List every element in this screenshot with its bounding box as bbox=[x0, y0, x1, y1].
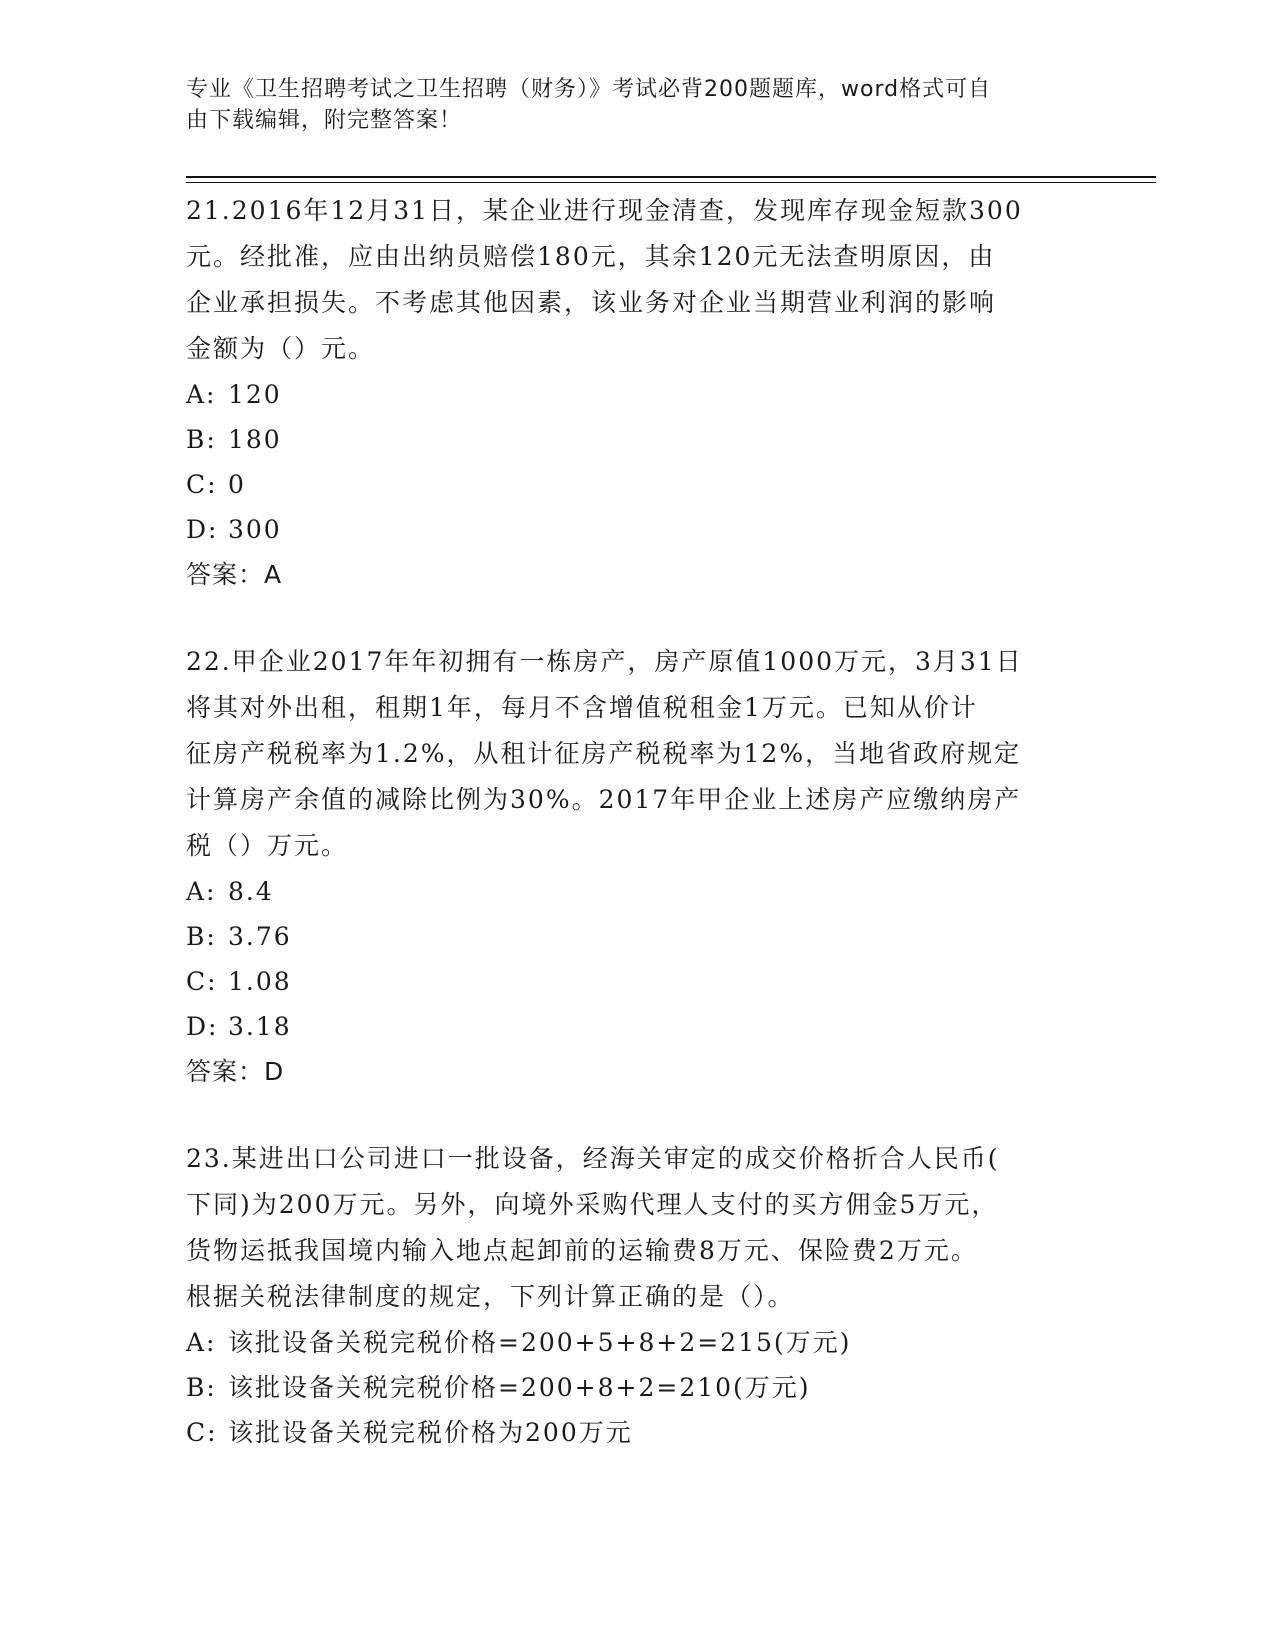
option-text: 300 bbox=[228, 515, 282, 544]
option-c bbox=[186, 1410, 1086, 1455]
question-stem-line bbox=[186, 188, 1086, 234]
document-header bbox=[186, 74, 1086, 136]
option-b bbox=[186, 1365, 1086, 1410]
option-text: 0 bbox=[228, 470, 246, 499]
option-text: 3.76 bbox=[228, 922, 292, 951]
question-22 bbox=[186, 639, 1086, 1095]
option-letter: B: bbox=[186, 1373, 217, 1402]
question-stem-line: 金额为（）元。 bbox=[186, 334, 376, 363]
answer-label: 答案：A bbox=[186, 560, 283, 589]
option-letter: D: bbox=[186, 1012, 219, 1041]
question-stem-line bbox=[186, 639, 1086, 685]
question-stem-line: 根据关税法律制度的规定，下列计算正确的是（）。 bbox=[186, 1282, 795, 1311]
option-b bbox=[186, 417, 1086, 462]
option-letter: D: bbox=[186, 515, 219, 544]
question-stem-line: 企业承担损失。不考虑其他因素，该业务对企业当期营业利润的影响 bbox=[186, 288, 997, 317]
option-letter: A: bbox=[186, 380, 217, 409]
header-line-2: 由下载编辑，附完整答案！ bbox=[186, 108, 463, 133]
option-c bbox=[186, 462, 1086, 507]
question-spacer bbox=[186, 1095, 1086, 1136]
answer-label: 答案：D bbox=[186, 1057, 285, 1086]
question-number: 22. bbox=[186, 647, 232, 676]
option-text: 120 bbox=[228, 380, 282, 409]
question-stem-line: 税（）万元。 bbox=[186, 831, 349, 860]
question-stem-text: 甲企业2017年年初拥有一栋房产，房产原值1000万元，3月31日 bbox=[231, 647, 1023, 676]
question-stem-line: 征房产税税率为1.2%，从租计征房产税税率为12%，当地省政府规定 bbox=[186, 739, 1022, 768]
option-d bbox=[186, 1004, 1086, 1049]
option-letter: B: bbox=[186, 425, 217, 454]
option-letter: A: bbox=[186, 1328, 217, 1357]
option-letter: B: bbox=[186, 922, 217, 951]
question-list bbox=[186, 188, 1086, 1455]
header-line-1: 专业《卫生招聘考试之卫生招聘（财务）》考试必背200题题库，word格式可自 bbox=[186, 77, 992, 102]
option-a bbox=[186, 869, 1086, 914]
header-divider-thin bbox=[186, 182, 1156, 183]
question-stem-line bbox=[186, 1136, 1086, 1182]
question-21 bbox=[186, 188, 1086, 598]
question-23 bbox=[186, 1136, 1086, 1455]
question-stem-line: 下同)为200万元。另外，向境外采购代理人支付的买方佣金5万元， bbox=[186, 1190, 999, 1219]
option-letter: C: bbox=[186, 1418, 218, 1447]
question-23-stem bbox=[186, 1136, 1086, 1320]
option-text: 8.4 bbox=[228, 877, 274, 906]
option-text: 该批设备关税完税价格为200万元 bbox=[228, 1418, 633, 1447]
option-b bbox=[186, 914, 1086, 959]
header-divider-thick bbox=[186, 176, 1156, 178]
option-letter: C: bbox=[186, 470, 218, 499]
question-22-stem bbox=[186, 639, 1086, 869]
question-spacer bbox=[186, 598, 1086, 639]
option-text: 180 bbox=[228, 425, 282, 454]
option-text: 该批设备关税完税价格=200+8+2=210(万元) bbox=[228, 1373, 811, 1402]
option-letter: A: bbox=[186, 877, 217, 906]
option-letter: C: bbox=[186, 967, 218, 996]
option-a bbox=[186, 372, 1086, 417]
question-stem-line: 货物运抵我国境内输入地点起卸前的运输费8万元、保险费2万元。 bbox=[186, 1236, 978, 1265]
question-stem-text: 2016年12月31日，某企业进行现金清查，发现库存现金短款300 bbox=[231, 196, 1023, 225]
question-21-stem bbox=[186, 188, 1086, 372]
question-stem-text: 某进出口公司进口一批设备，经海关审定的成交价格折合人民币( bbox=[231, 1144, 1000, 1173]
option-c bbox=[186, 959, 1086, 1004]
option-text: 该批设备关税完税价格=200+5+8+2=215(万元) bbox=[228, 1328, 852, 1357]
question-number: 23. bbox=[186, 1144, 232, 1173]
option-a bbox=[186, 1320, 1086, 1365]
question-number: 21. bbox=[186, 196, 232, 225]
option-text: 3.18 bbox=[228, 1012, 292, 1041]
option-text: 1.08 bbox=[228, 967, 292, 996]
question-stem-line: 计算房产余值的减除比例为30%。2017年甲企业上述房产应缴纳房产 bbox=[186, 785, 1022, 814]
option-d bbox=[186, 507, 1086, 552]
question-stem-line: 将其对外出租，租期1年，每月不含增值税租金1万元。已知从价计 bbox=[186, 693, 978, 722]
question-stem-line: 元。经批准，应由出纳员赔偿180元，其余120元无法查明原因，由 bbox=[186, 242, 996, 271]
